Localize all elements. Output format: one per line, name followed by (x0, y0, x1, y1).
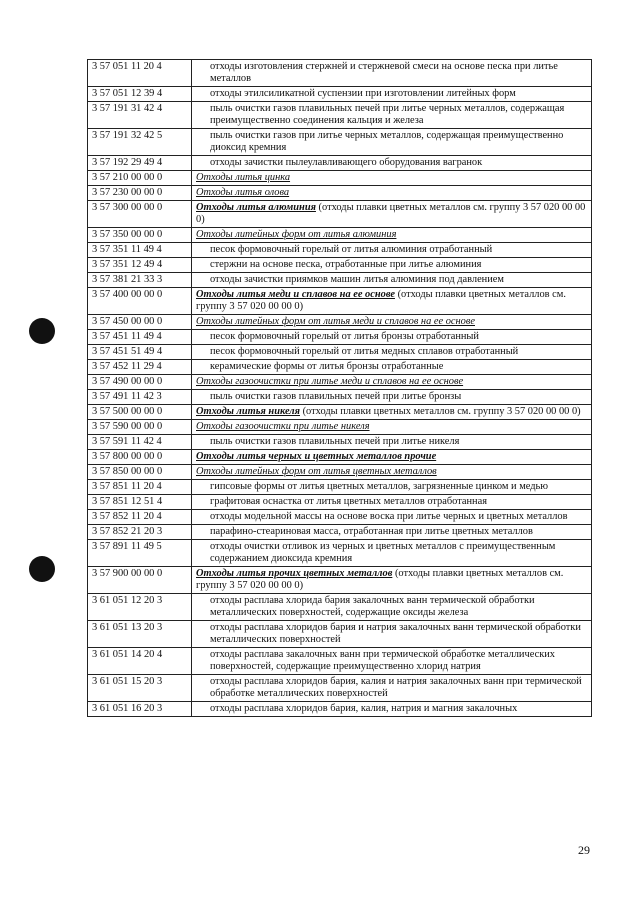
table-row (88, 243, 592, 258)
table-row (88, 495, 592, 510)
waste-code: 3 61 051 15 20 3 (88, 675, 192, 702)
waste-code: 3 57 900 00 00 0 (88, 567, 192, 594)
table-row (88, 435, 592, 450)
page-number: 29 (578, 843, 590, 857)
waste-description: отходы этилсиликатной суспензии при изготовлении литейных форм (192, 87, 592, 102)
table-row (88, 288, 592, 315)
group-title: Отходы литья алюминия (196, 202, 316, 213)
waste-description: отходы модельной массы на основе воска при литье черных и цветных металлов (192, 510, 592, 525)
waste-description: керамические формы от литья бронзы отработанные (192, 360, 592, 375)
waste-code: 3 57 051 11 20 4 (88, 60, 192, 87)
table-row (88, 465, 592, 480)
group-title: Отходы литья цинка (196, 172, 291, 183)
waste-description: пыль очистки газов плавильных печей при литье бронзы (192, 390, 592, 405)
waste-group (192, 465, 592, 480)
table-row (88, 330, 592, 345)
group-note: (отходы плавки цветных металлов см. группу 3 57 020 00 00 0) (299, 406, 581, 417)
table-row (88, 156, 592, 171)
table-row (88, 171, 592, 186)
waste-code: 3 57 191 31 42 4 (88, 102, 192, 129)
waste-description: парафино-стеариновая масса, отработанная при литье цветных металлов (192, 525, 592, 540)
table-row (88, 594, 592, 621)
table-row (88, 648, 592, 675)
binder-hole-bottom (29, 556, 55, 582)
waste-description: графитовая оснастка от литья цветных металлов отработанная (192, 495, 592, 510)
waste-group (192, 171, 592, 186)
waste-group (192, 315, 592, 330)
waste-description: отходы изготовления стержней и стержневой смеси на основе песка при литье металлов (192, 60, 592, 87)
table-row (88, 405, 592, 420)
group-note: (отходы плавки цветных металлов см. группу 3 57 020 00 00 0) (196, 202, 586, 225)
waste-description: отходы расплава хлорида бария закалочных ванн термической обработки металлических поверхностей, содержащие оксиды железа (192, 594, 592, 621)
table-row (88, 201, 592, 228)
table-row (88, 525, 592, 540)
waste-description: пыль очистки газов плавильных печей при литье никеля (192, 435, 592, 450)
group-title: Отходы литья никеля (196, 406, 300, 417)
group-title: Отходы литья черных и цветных металлов прочие (196, 451, 437, 462)
waste-description: пыль очистки газов плавильных печей при литье черных металлов, содержащая преимущественно соединения кальция и железа (192, 102, 592, 129)
waste-code: 3 57 350 00 00 0 (88, 228, 192, 243)
table-row (88, 510, 592, 525)
waste-description: отходы зачистки пылеулавливающего оборудования вагранок (192, 156, 592, 171)
table-row (88, 258, 592, 273)
waste-code: 3 57 452 11 29 4 (88, 360, 192, 375)
waste-group (192, 567, 592, 594)
waste-description: отходы расплава хлоридов бария, калия и натрия закалочных ванн при термической обработке металлических поверхностей (192, 675, 592, 702)
waste-group (192, 450, 592, 465)
waste-code: 3 57 852 21 20 3 (88, 525, 192, 540)
waste-group (192, 420, 592, 435)
group-title: Отходы газоочистки при литье никеля (196, 421, 370, 432)
waste-group (192, 405, 592, 420)
waste-group (192, 228, 592, 243)
group-note: (отходы плавки цветных металлов см. группу 3 57 020 00 00 0) (196, 568, 564, 591)
table-row (88, 675, 592, 702)
group-title: Отходы литья меди и сплавов на ее основе (196, 289, 395, 300)
waste-code: 3 57 381 21 33 3 (88, 273, 192, 288)
waste-code: 3 57 800 00 00 0 (88, 450, 192, 465)
waste-group (192, 288, 592, 315)
waste-code: 3 57 450 00 00 0 (88, 315, 192, 330)
waste-code: 3 57 591 11 42 4 (88, 435, 192, 450)
waste-code: 3 57 051 12 39 4 (88, 87, 192, 102)
table-row (88, 60, 592, 87)
waste-code: 3 57 351 12 49 4 (88, 258, 192, 273)
waste-description: отходы зачистки приямков машин литья алюминия под давлением (192, 273, 592, 288)
table-row (88, 702, 592, 717)
waste-description: гипсовые формы от литья цветных металлов, загрязненные цинком и медью (192, 480, 592, 495)
table-row (88, 390, 592, 405)
waste-description: пыль очистки газов при литье черных металлов, содержащая преимущественно диоксид кремния (192, 129, 592, 156)
waste-code: 3 57 852 11 20 4 (88, 510, 192, 525)
waste-code: 3 57 230 00 00 0 (88, 186, 192, 201)
waste-description: песок формовочный горелый от литья алюминия отработанный (192, 243, 592, 258)
group-title: Отходы литейных форм от литья меди и сплавов на ее основе (196, 316, 475, 327)
waste-code: 3 57 191 32 42 5 (88, 129, 192, 156)
group-title: Отходы литейных форм от литья алюминия (196, 229, 397, 240)
waste-code: 3 57 491 11 42 3 (88, 390, 192, 405)
waste-code: 3 61 051 13 20 3 (88, 621, 192, 648)
table-row (88, 87, 592, 102)
table-row (88, 360, 592, 375)
waste-code: 3 57 891 11 49 5 (88, 540, 192, 567)
waste-description: отходы очистки отливок из черных и цветных металлов с преимущественным содержанием диоксида кремния (192, 540, 592, 567)
binder-hole-top (29, 318, 55, 344)
table-row (88, 450, 592, 465)
waste-description: стержни на основе песка, отработанные при литье алюминия (192, 258, 592, 273)
table-row (88, 129, 592, 156)
waste-code: 3 57 590 00 00 0 (88, 420, 192, 435)
table-row (88, 345, 592, 360)
waste-group (192, 375, 592, 390)
waste-code: 3 57 851 11 20 4 (88, 480, 192, 495)
waste-code: 3 57 210 00 00 0 (88, 171, 192, 186)
waste-code: 3 57 490 00 00 0 (88, 375, 192, 390)
group-title: Отходы литейных форм от литья цветных металлов (196, 466, 437, 477)
table-row (88, 480, 592, 495)
group-title: Отходы газоочистки при литье меди и сплавов на ее основе (196, 376, 464, 387)
table-row (88, 186, 592, 201)
waste-code: 3 61 051 16 20 3 (88, 702, 192, 717)
waste-description: отходы расплава хлоридов бария, калия, натрия и магния закалочных (192, 702, 592, 717)
waste-code: 3 57 192 29 49 4 (88, 156, 192, 171)
waste-group (192, 186, 592, 201)
table-row (88, 102, 592, 129)
group-title: Отходы литья прочих цветных металлов (196, 568, 393, 579)
waste-code: 3 57 851 12 51 4 (88, 495, 192, 510)
waste-code: 3 61 051 14 20 4 (88, 648, 192, 675)
waste-code: 3 57 300 00 00 0 (88, 201, 192, 228)
waste-description: отходы расплава хлоридов бария и натрия закалочных ванн термической обработки металлических поверхностей (192, 621, 592, 648)
table-row (88, 375, 592, 390)
waste-classifier-table (87, 59, 592, 717)
table-row (88, 540, 592, 567)
waste-description: песок формовочный горелый от литья бронзы отработанный (192, 330, 592, 345)
waste-code: 3 57 351 11 49 4 (88, 243, 192, 258)
table-row (88, 228, 592, 243)
waste-code: 3 57 451 51 49 4 (88, 345, 192, 360)
waste-code: 3 57 500 00 00 0 (88, 405, 192, 420)
waste-code: 3 57 400 00 00 0 (88, 288, 192, 315)
group-title: Отходы литья олова (196, 187, 290, 198)
waste-description: песок формовочный горелый от литья медных сплавов отработанный (192, 345, 592, 360)
group-note: (отходы плавки цветных металлов см. группу 3 57 020 00 00 0) (196, 289, 566, 312)
waste-code: 3 57 850 00 00 0 (88, 465, 192, 480)
table-row (88, 621, 592, 648)
table-row (88, 567, 592, 594)
waste-group (192, 201, 592, 228)
table-row (88, 420, 592, 435)
waste-code: 3 57 451 11 49 4 (88, 330, 192, 345)
waste-code: 3 61 051 12 20 3 (88, 594, 192, 621)
table-row (88, 273, 592, 288)
waste-description: отходы расплава закалочных ванн при термической обработке металлических поверхностей, содержащие преимущественно хлорид натрия (192, 648, 592, 675)
table-row (88, 315, 592, 330)
